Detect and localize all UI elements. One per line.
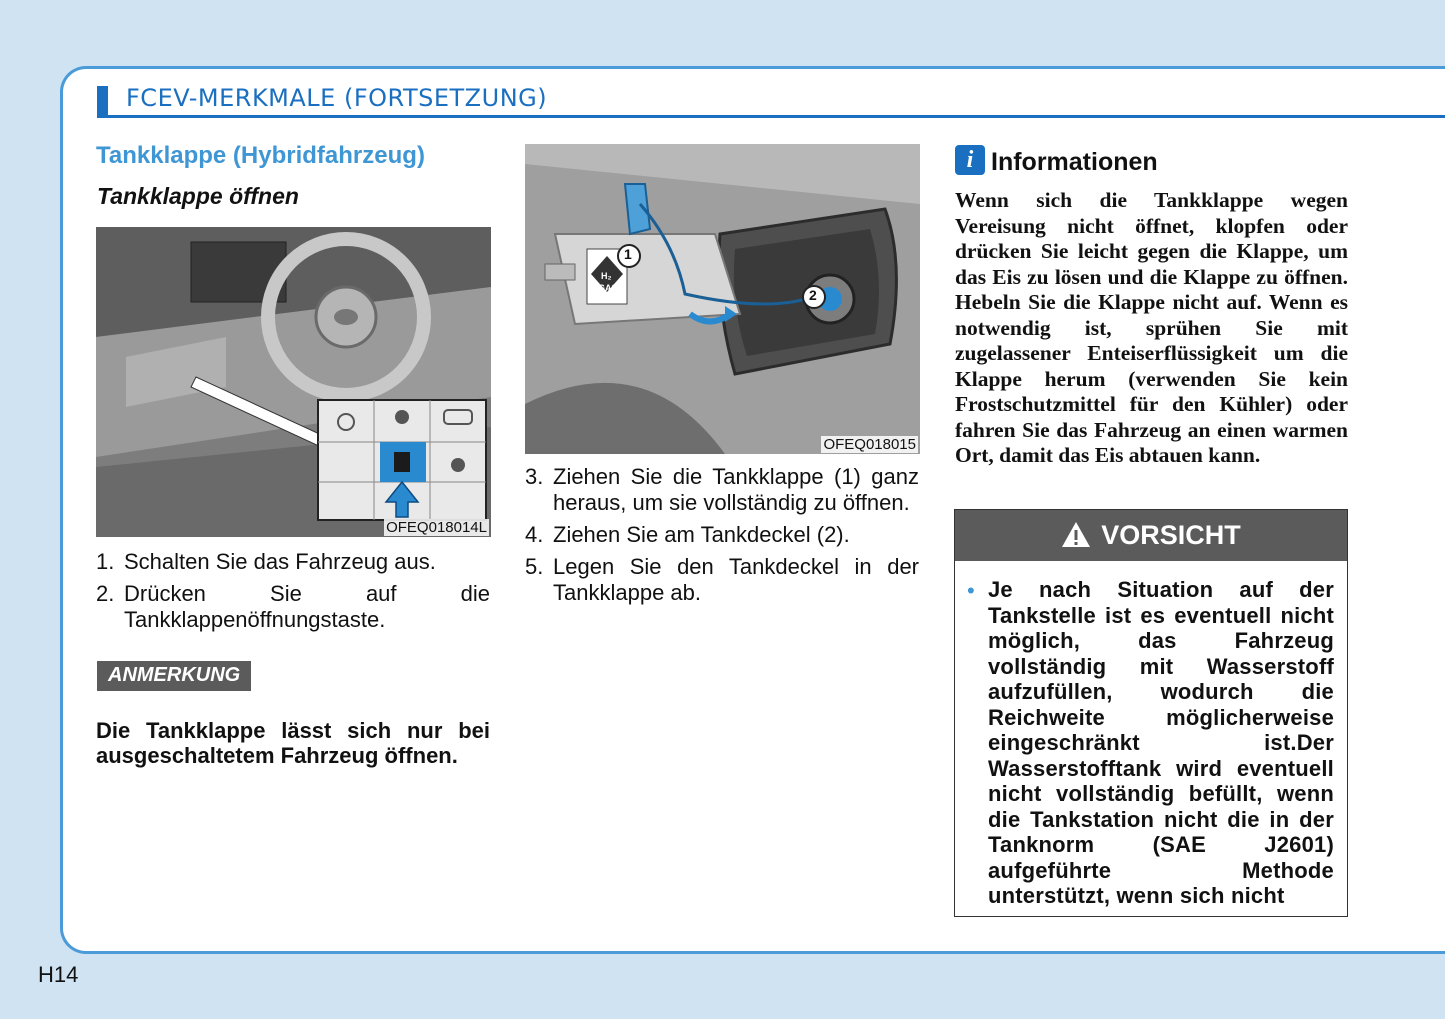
callout-1-label: 1 bbox=[624, 246, 632, 262]
dashboard-drawing bbox=[96, 227, 491, 537]
note-label: ANMERKUNG bbox=[97, 661, 251, 691]
callout-2-label: 2 bbox=[809, 287, 817, 303]
note-text: Die Tankklappe lässt sich nur bei ausgeschaltetem Fahrzeug öffnen. bbox=[96, 718, 490, 768]
caution-text: Je nach Situation auf der Tankstelle ist es eventuell nicht möglich, das Fahrzeug vollständig mit Wasserstoff aufzufüllen, wodurch die Reichweite möglicherweise eingeschränkt ist.Der Wasserstofftank wird eventuell nicht vollständig befüllt, wenn die Tankstation nicht die in der Tanknorm (SAE J2601) aufgeführte Methode unterstützt, wenn sich nicht bbox=[988, 577, 1334, 908]
step-text: Ziehen Sie die Tankklappe (1) ganz heraus, um sie vollständig zu öffnen. bbox=[553, 464, 919, 515]
step-number: 2. bbox=[96, 581, 115, 606]
step-number: 5. bbox=[525, 554, 544, 579]
steps-list-left bbox=[96, 549, 490, 639]
fuel-door-drawing bbox=[525, 144, 920, 454]
image1-caption: OFEQ018014L bbox=[386, 519, 487, 536]
list-item bbox=[96, 581, 490, 633]
step-number: 1. bbox=[96, 549, 115, 574]
step-text: Legen Sie den Tankdeckel in der Tankklappe ab. bbox=[553, 554, 919, 605]
list-item bbox=[525, 522, 919, 548]
step-text: Ziehen Sie am Tankdeckel (2). bbox=[553, 522, 850, 547]
warning-triangle-icon bbox=[1061, 521, 1091, 548]
list-item bbox=[96, 549, 490, 575]
caution-bullet: • bbox=[967, 578, 975, 603]
image2-caption: OFEQ018015 bbox=[823, 436, 916, 453]
list-item bbox=[525, 554, 919, 606]
dashboard-illustration bbox=[96, 227, 491, 537]
header-underline bbox=[97, 115, 1445, 118]
step-text: Schalten Sie das Fahrzeug aus. bbox=[124, 549, 436, 574]
info-icon: i bbox=[955, 145, 985, 175]
section-title: Tankklappe (Hybridfahrzeug) bbox=[96, 142, 425, 169]
step-number: 3. bbox=[525, 464, 544, 489]
list-item bbox=[525, 464, 919, 516]
step-text: Drücken Sie auf die Tankklappenöffnungstaste. bbox=[124, 581, 490, 632]
step-number: 4. bbox=[525, 522, 544, 547]
caution-title: VORSICHT bbox=[1101, 520, 1241, 550]
info-title: Informationen bbox=[991, 148, 1158, 176]
caution-header bbox=[955, 510, 1347, 561]
page-number: H14 bbox=[38, 962, 79, 987]
page-header-title: FCEV-MERKMALE (FORTSETZUNG) bbox=[126, 84, 548, 112]
info-text: Wenn sich die Tankklappe wegen Vereisung nicht öffnet, klopfen oder drücken Sie leicht gegen die Klappe, um das Eis zu lösen und die Klappe zu öffnen. Hebeln Sie die Klappe nicht auf. Wenn es notwendig ist, sprühen Sie mit zugelassener Enteiserflüssigkeit um die Klappe herum (verwenden Sie kein Frostschutzmittel für den Kühler) oder fahren Sie das Fahrzeug an einen warmen Ort, damit das Eis abtauen kann. bbox=[955, 188, 1348, 467]
steps-list-right bbox=[525, 464, 919, 612]
section-subtitle: Tankklappe öffnen bbox=[97, 183, 299, 209]
h2-label: H₂ bbox=[601, 271, 612, 281]
fuel-door-illustration bbox=[525, 144, 920, 454]
caution-box bbox=[954, 509, 1348, 917]
gas-label: GAS bbox=[598, 283, 618, 293]
header-accent-bar bbox=[97, 86, 108, 116]
